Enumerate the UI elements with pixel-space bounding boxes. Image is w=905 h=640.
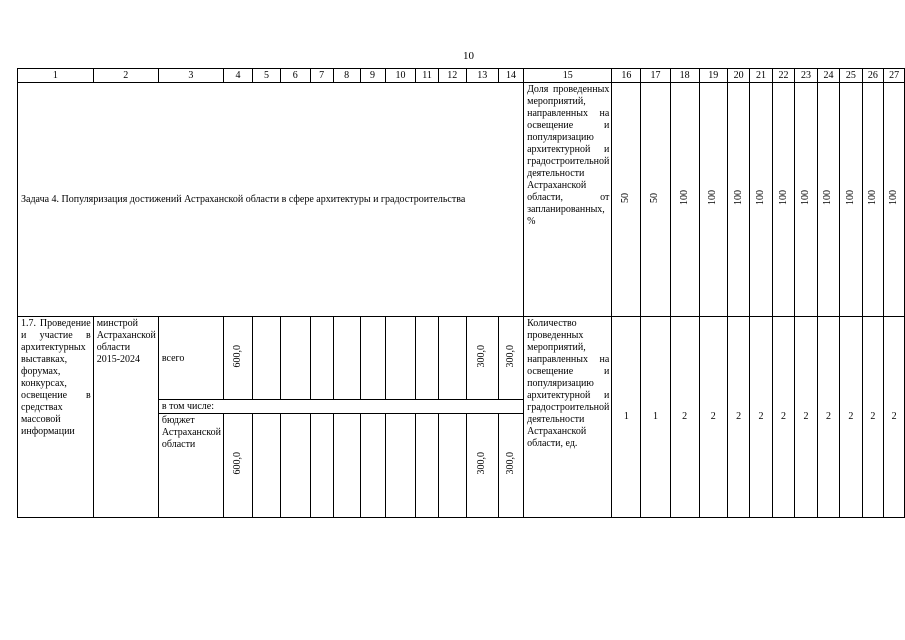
col-number: 22: [772, 69, 794, 83]
task-value: 100: [817, 83, 839, 317]
including-label: в том числе:: [158, 400, 523, 414]
empty-cell: [253, 414, 281, 518]
col-number: 3: [158, 69, 223, 83]
col-number: 25: [840, 69, 862, 83]
task-value: 100: [862, 83, 884, 317]
empty-cell: [280, 414, 310, 518]
task-value: 100: [840, 83, 862, 317]
item-value: 2: [750, 317, 772, 518]
col-number: 12: [438, 69, 466, 83]
item-value: 2: [884, 317, 905, 518]
col-number: 1: [18, 69, 94, 83]
item-total-row: [18, 317, 905, 400]
col-number: 9: [360, 69, 385, 83]
task-row: [18, 83, 905, 317]
item-value: 2: [840, 317, 862, 518]
col-number: 23: [795, 69, 817, 83]
col-number: 16: [612, 69, 641, 83]
col-number: 18: [670, 69, 699, 83]
item-value: 2: [670, 317, 699, 518]
col-number: 2: [93, 69, 158, 83]
empty-cell: [253, 317, 281, 400]
page-number: 10: [463, 50, 474, 62]
item-value: 1: [612, 317, 641, 518]
item-value: 2: [727, 317, 749, 518]
item-value: 2: [772, 317, 794, 518]
col-number: 10: [385, 69, 416, 83]
empty-cell: [385, 317, 416, 400]
col-number: 14: [498, 69, 523, 83]
empty-cell: [385, 414, 416, 518]
empty-cell: [360, 317, 385, 400]
col-number: 19: [699, 69, 727, 83]
task-value: 100: [884, 83, 905, 317]
task-indicator: Доля проведенных мероприятий, направленных на освещение и популяризацию архитектурной и градостроительной деятельности Астраханской области, от запланированных, %: [524, 83, 612, 317]
col-number: 21: [750, 69, 772, 83]
item-value: 2: [795, 317, 817, 518]
col-number: 15: [524, 69, 612, 83]
item-indicator: Количество проведенных мероприятий, направленных на освещение и популяризацию архитектурной и градостроительной деятельности Астраханской области, ед.: [524, 317, 612, 518]
year-cell: 300,0: [498, 317, 523, 400]
empty-cell: [416, 414, 438, 518]
col-number: 27: [884, 69, 905, 83]
task-value: 100: [727, 83, 749, 317]
task-value: 100: [772, 83, 794, 317]
empty-cell: [333, 414, 360, 518]
year-cell: 300,0: [466, 414, 498, 518]
col-number: 11: [416, 69, 438, 83]
col-number: 17: [641, 69, 670, 83]
empty-cell: [438, 414, 466, 518]
task-value: 100: [750, 83, 772, 317]
col-number: 6: [280, 69, 310, 83]
task-value: 100: [795, 83, 817, 317]
row-label-budget: бюджет Астраханской области: [158, 414, 223, 518]
col-number: 7: [310, 69, 333, 83]
col-number: 13: [466, 69, 498, 83]
empty-cell: [416, 317, 438, 400]
empty-cell: [438, 317, 466, 400]
item-value: 1: [641, 317, 670, 518]
task-title: Задача 4. Популяризация достижений Астраханской области в сфере архитектуры и градостроительства: [18, 83, 524, 317]
row-label-total: всего: [158, 317, 223, 400]
column-numbers-row: [18, 69, 905, 83]
item-value: 2: [817, 317, 839, 518]
col-number: 4: [224, 69, 253, 83]
task-value: 50: [612, 83, 641, 317]
empty-cell: [333, 317, 360, 400]
year-cell: 300,0: [466, 317, 498, 400]
item-executor: минстрой Астраханской области 2015-2024: [93, 317, 158, 518]
col-number: 20: [727, 69, 749, 83]
col-number: 5: [253, 69, 281, 83]
task-value: 50: [641, 83, 670, 317]
item-name: 1.7. Проведение и участие в архитектурных выставках, форумах, конкурсах, освещение в средствах массовой информации: [18, 317, 94, 518]
empty-cell: [360, 414, 385, 518]
empty-cell: [310, 317, 333, 400]
empty-cell: [280, 317, 310, 400]
col-number: 24: [817, 69, 839, 83]
program-table: [17, 68, 905, 518]
task-value: 100: [670, 83, 699, 317]
task-value: 100: [699, 83, 727, 317]
col-number: 8: [333, 69, 360, 83]
item-value: 2: [862, 317, 884, 518]
total-cell: 600,0: [224, 414, 253, 518]
year-cell: 300,0: [498, 414, 523, 518]
total-cell: 600,0: [224, 317, 253, 400]
empty-cell: [310, 414, 333, 518]
col-number: 26: [862, 69, 884, 83]
item-value: 2: [699, 317, 727, 518]
